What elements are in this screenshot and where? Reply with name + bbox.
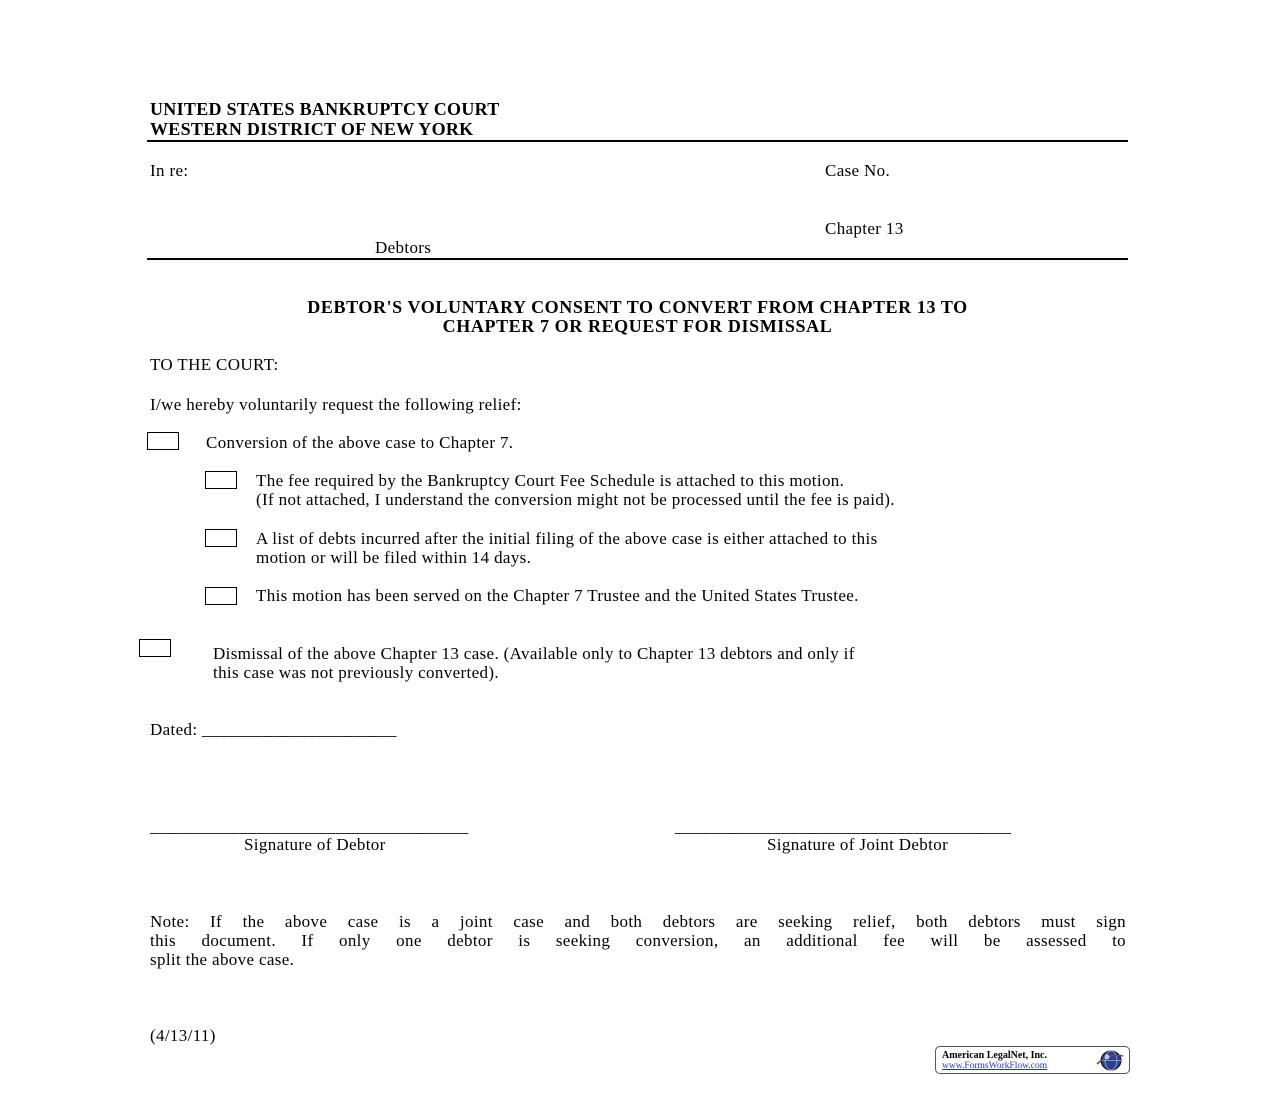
debtor-signature-label: Signature of Debtor	[244, 835, 386, 854]
fee-attached-label-line2: (If not attached, I understand the conversion might not be processed until the fee is paid).	[256, 490, 895, 509]
globe-icon	[1094, 1050, 1124, 1071]
fee-attached-label-line1: The fee required by the Bankruptcy Court Fee Schedule is attached to this motion.	[256, 471, 845, 490]
served-label: This motion has been served on the Chapter 7 Trustee and the United States Trustee.	[256, 586, 859, 605]
dismissal-label-line2: this case was not previously converted).	[213, 663, 499, 682]
joint-debtor-signature-line[interactable]: ______________________________________	[675, 817, 1012, 836]
publisher-logo	[935, 1046, 1130, 1074]
case-no-label: Case No.	[825, 161, 891, 180]
relief-intro: I/we hereby voluntarily request the following relief:	[150, 395, 522, 414]
revision-date: (4/13/11)	[150, 1026, 216, 1045]
document-title-line2: CHAPTER 7 OR REQUEST FOR DISMISSAL	[442, 316, 833, 336]
header-rule	[147, 140, 1128, 142]
dismissal-label-line1: Dismissal of the above Chapter 13 case. (Available only to Chapter 13 debtors and only if	[213, 644, 855, 663]
conversion-checkbox[interactable]	[147, 432, 179, 450]
publisher-name: American LegalNet, Inc.	[942, 1050, 1047, 1061]
document-title-line1: DEBTOR'S VOLUNTARY CONSENT TO CONVERT FROM CHAPTER 13 TO	[307, 297, 968, 317]
dismissal-checkbox[interactable]	[139, 639, 171, 657]
note-line3: split the above case.	[150, 950, 295, 969]
debtor-signature-line[interactable]: ____________________________________	[150, 817, 469, 836]
debts-list-checkbox[interactable]	[205, 529, 237, 547]
served-checkbox[interactable]	[205, 587, 237, 605]
to-the-court: TO THE COURT:	[150, 355, 279, 374]
debtors-label: Debtors	[375, 238, 432, 257]
court-name: UNITED STATES BANKRUPTCY COURT	[150, 99, 500, 119]
debts-list-label-line1: A list of debts incurred after the initial filing of the above case is either attached to this	[256, 529, 878, 548]
chapter-label: Chapter 13	[825, 219, 904, 238]
court-district: WESTERN DISTRICT OF NEW YORK	[150, 119, 474, 139]
dated-field[interactable]: Dated: ______________________	[150, 720, 397, 739]
conversion-label: Conversion of the above case to Chapter 7.	[206, 433, 514, 452]
debts-list-label-line2: motion or will be filed within 14 days.	[256, 548, 532, 567]
fee-attached-checkbox[interactable]	[205, 471, 237, 489]
publisher-url-link[interactable]: www.FormsWorkFlow.com	[942, 1061, 1048, 1071]
joint-debtor-signature-label: Signature of Joint Debtor	[767, 835, 949, 854]
caption-rule	[147, 258, 1128, 260]
in-re-label: In re:	[150, 161, 189, 180]
note-line2: this document. If only one debtor is seeking conversion, an additional fee will be assessed to	[150, 931, 1126, 950]
note-line1: Note: If the above case is a joint case and both debtors are seeking relief, both debtors must sign	[150, 912, 1126, 931]
